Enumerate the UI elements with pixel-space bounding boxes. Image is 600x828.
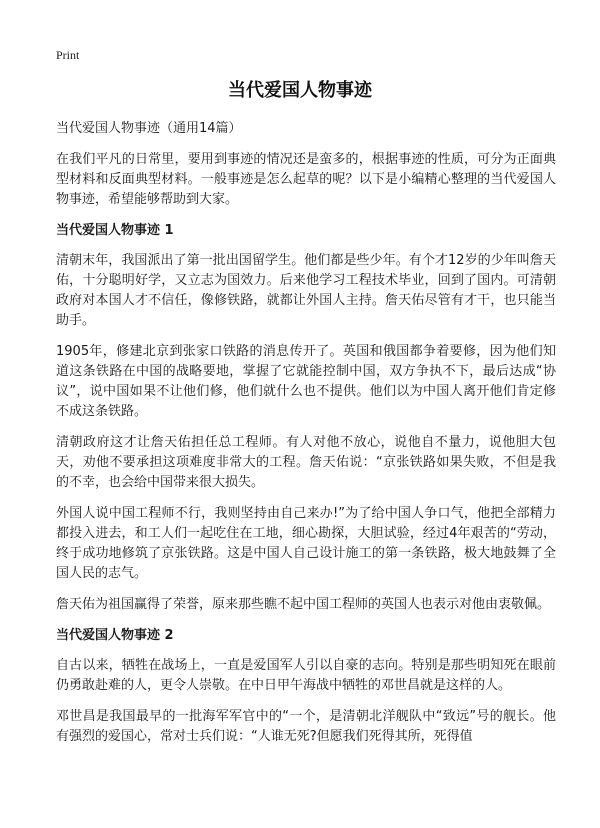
paragraph: 外国人说中国工程师不行，我则坚持由自己来办!”为了给中国人争口气，他把全部精力都投入进去，和工人们一起吃住在工地，细心勘探，大胆试验，经过4年艰苦的“劳动，终于成功地修筑了京张铁路。这是中国人自己设计施工的第一条铁路，极大地鼓舞了全国人民的志气。 [56,506,556,581]
paragraph: 清朝政府这才让詹天佑担任总工程师。有人对他不放心，说他自不量力，说他胆大包天，劝他不要承担这项难度非常大的工程。詹天佑说：“京张铁路如果失败，不但是我的不幸，也会给中国带来很大损失。 [56,435,556,490]
paragraph: 1905年，修建北京到张家口铁路的消息传开了。英国和俄国都争着要修，因为他们知道这条铁路在中国的战略要地，掌握了它就能控制中国，双方争执不下，最后达成“协议”，说中国如果不让他们修，他们就什么也不提供。他们以为中国人离开他们肯定修不成这条铁路。 [56,344,556,419]
paragraph: 邓世昌是我国最早的一批海军军官中的“一个，是清朝北洋舰队中“致远”号的舰长。他有强烈的爱国心，常对士兵们说：“人谁无死?但愿我们死得其所，死得值 [56,709,556,744]
intro-paragraph: 在我们平凡的日常里，要用到事迹的情况还是蛮多的，根据事迹的性质，可分为正面典型材料和反面典型材料。一般事迹是怎么起草的呢？以下是小编精心整理的当代爱国人物事迹，希望能够帮助到大家。 [56,152,556,207]
page-title: 当代爱国人物事迹 [228,80,372,101]
article-subtitle: 当代爱国人物事迹（通用14篇） [56,121,242,136]
paragraph: 清朝末年，我国派出了第一批出国留学生。他们都是些少年。有个才12岁的少年叫詹天佑，十分聪明好学，又立志为国效力。后来他学习工程技术毕业，回到了国内。可清朝政府对本国人才不信任，像修铁路，就都让外国人主持。詹天佑尽管有才干，也只能当助手。 [56,253,556,328]
section-heading: 当代爱国人物事迹 2 [56,628,174,643]
paragraph: 自古以来，牺牲在战场上，一直是爱国军人引以自豪的志向。特别是那些明知死在眼前仍勇敢赴难的人，更令人崇敬。在中日甲午海战中牺牲的邓世昌就是这样的人。 [56,658,556,693]
section-2 [56,626,556,747]
print-link[interactable]: Print [56,48,80,62]
section-heading: 当代爱国人物事迹 1 [56,223,174,238]
article-body [56,120,556,758]
paragraph: 詹天佑为祖国赢得了荣誉，原来那些瞧不起中国工程师的英国人也表示对他由衷敬佩。 [56,597,551,612]
section-1 [56,221,556,615]
